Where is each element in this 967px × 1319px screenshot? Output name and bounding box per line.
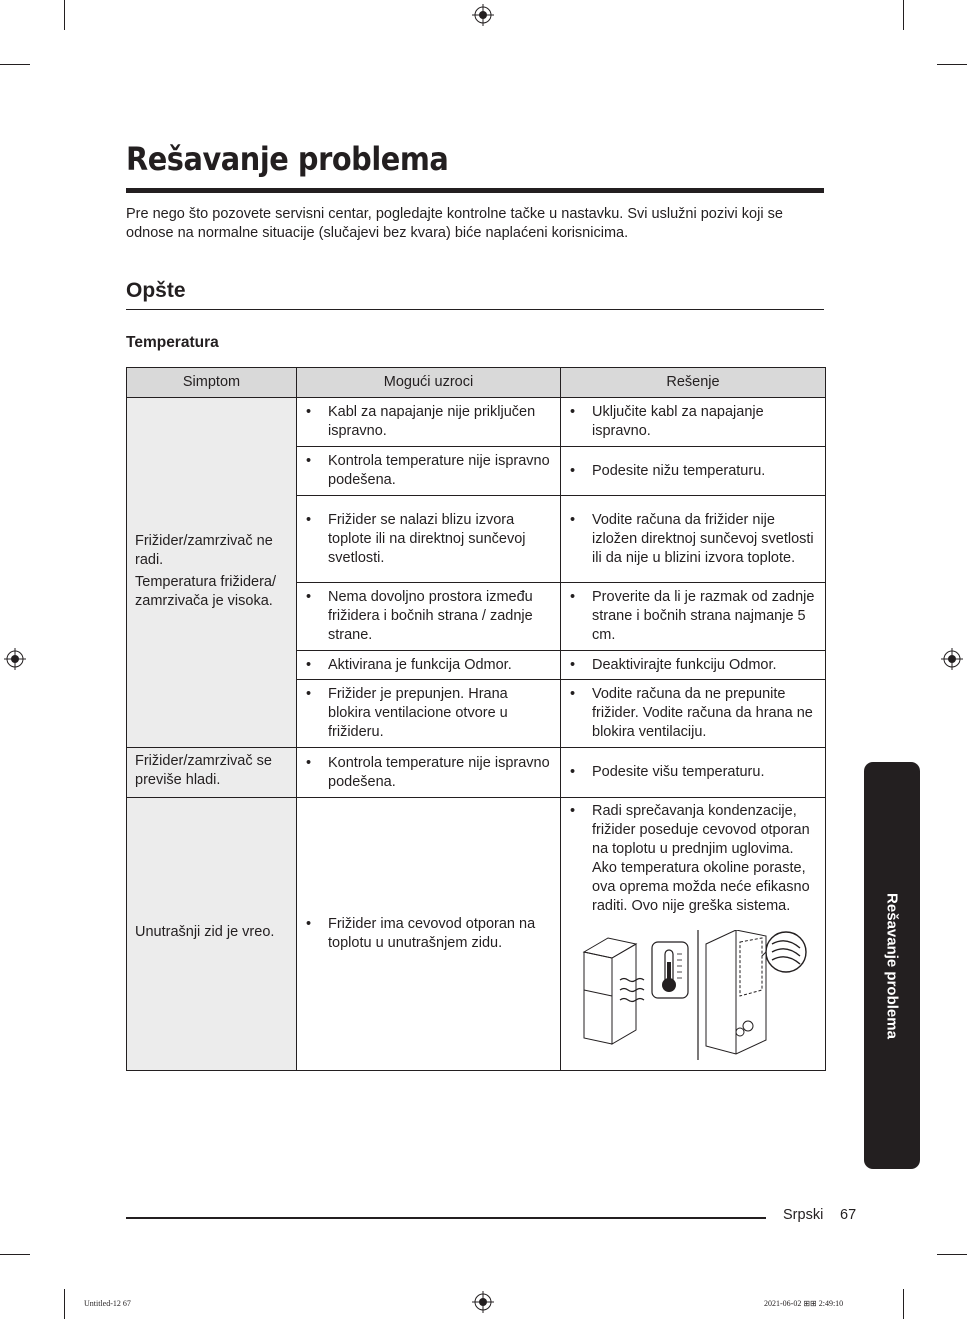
cause-cell: [297, 583, 561, 651]
symptom-text: Frižider/zamrzivač se previše hladi.: [135, 753, 272, 788]
solution-item: • Proverite da li je razmak od zadnje strane i bočnih strana najmanje 5 cm.: [570, 588, 817, 645]
symptom-text: Temperatura frižidera/ zamrzivača je visoka.: [135, 573, 277, 609]
crop-mark: [903, 0, 904, 30]
magnifier-icon: [762, 932, 806, 972]
symptom-cell: [127, 748, 297, 798]
page-number: 67: [840, 1207, 857, 1223]
cause-cell: [297, 798, 561, 1071]
section-divider: [126, 309, 824, 310]
cause-cell: [297, 447, 561, 496]
solution-item: • Radi sprečavanja kondenzacije, frižider poseduje cevovod otporan na toplotu u prednjim uglovima. Ako temperatura okoline poraste, ova oprema možda neće efikasno raditi. Ovo nije greška sistema.: [570, 802, 817, 916]
cause-item: • Kabl za napajanje nije priključen ispravno.: [306, 403, 552, 441]
table-row: [127, 798, 826, 1071]
crop-mark: [903, 1289, 904, 1319]
registration-mark-icon: [472, 1291, 494, 1313]
fridge-side-icon: [584, 938, 636, 1044]
troubleshooting-table: [126, 367, 826, 1071]
solution-item: • Podesite višu temperaturu.: [570, 763, 817, 782]
solution-cell: [561, 680, 826, 748]
solution-item: • Podesite nižu temperaturu.: [570, 462, 817, 481]
solution-item: • Uključite kabl za napajanje ispravno.: [570, 403, 817, 441]
table-header-row: [127, 368, 826, 398]
heat-pipe-illustration: [570, 930, 817, 1060]
cause-cell: [297, 398, 561, 447]
intro-text: Pre nego što pozovete servisni centar, pogledajte kontrolne tačke u nastavku. Svi uslužni pozivi koji se odnose na normalne situacije (slučajevi bez kvara) biće naplaćeni korisnicima.: [126, 206, 783, 241]
solution-cell: [561, 798, 826, 1071]
crop-mark: [0, 64, 30, 65]
cause-cell: [297, 651, 561, 680]
chapter-side-tab: [864, 762, 920, 1169]
solution-cell: [561, 651, 826, 680]
thermometer-icon: [652, 942, 688, 998]
print-slug-right: 2021-06-02 ⊞⊞ 2:49:10: [764, 1299, 844, 1308]
cause-item: • Aktivirana je funkcija Odmor.: [306, 656, 552, 675]
table-row: [127, 398, 826, 447]
symptom-text: Frižider/zamrzivač ne radi.: [135, 532, 273, 568]
crop-mark: [64, 1289, 65, 1319]
section-title: Opšte: [126, 279, 186, 302]
heat-wave-icon: [620, 979, 644, 1002]
crop-mark: [937, 64, 967, 65]
header-symptom: Simptom: [127, 368, 297, 398]
header-causes: Mogući uzroci: [297, 368, 561, 398]
footer-language: Srpski: [783, 1207, 824, 1223]
solution-cell: [561, 748, 826, 798]
print-slug-left: Untitled-12 67: [84, 1299, 131, 1308]
crop-mark: [937, 1254, 967, 1255]
symptom-text: Unutrašnji zid je vreo.: [135, 924, 275, 940]
solution-cell: [561, 583, 826, 651]
cause-item: • Frižider se nalazi blizu izvora toplote ili na direktnoj sunčevoj svetlosti.: [306, 511, 552, 568]
subsection-title: Temperatura: [126, 334, 219, 351]
solution-item: • Vodite računa da frižider nije izložen direktnoj sunčevoj svetlosti ili da nije u blizini izvora toplote.: [570, 511, 817, 568]
crop-mark: [64, 0, 65, 30]
table-row: [127, 748, 826, 798]
registration-mark-icon: [472, 4, 494, 26]
solution-cell: [561, 496, 826, 583]
cause-item: • Frižider je prepunjen. Hrana blokira ventilacione otvore u frižideru.: [306, 685, 552, 742]
solution-item: • Vodite računa da ne prepunite frižider. Vodite računa da hrana ne blokira ventilaciju.: [570, 685, 817, 742]
symptom-cell: [127, 398, 297, 748]
cause-cell: [297, 496, 561, 583]
title-underline: [126, 188, 824, 193]
open-fridge-icon: [706, 930, 766, 1054]
cause-item: • Frižider ima cevovod otporan na toplotu u unutrašnjem zidu.: [306, 915, 552, 953]
cause-item: • Nema dovoljno prostora između frižidera i bočnih strana / zadnje strane.: [306, 588, 552, 645]
cause-item: • Kontrola temperature nije ispravno podešena.: [306, 452, 552, 490]
solution-cell: [561, 447, 826, 496]
solution-cell: [561, 398, 826, 447]
side-tab-label: Rešavanje problema: [883, 892, 901, 1039]
cause-cell: [297, 680, 561, 748]
footer-rule: [126, 1217, 766, 1219]
fridge-heat-illustration: [576, 930, 816, 1060]
cause-cell: [297, 748, 561, 798]
registration-mark-icon: [941, 648, 963, 670]
page-title: Rešavanje problema: [126, 140, 449, 178]
cause-item: • Kontrola temperature nije ispravno podešena.: [306, 754, 552, 792]
solution-item: • Deaktivirajte funkciju Odmor.: [570, 656, 817, 675]
header-solution: Rešenje: [561, 368, 826, 398]
symptom-cell: [127, 798, 297, 1071]
crop-mark: [0, 1254, 30, 1255]
registration-mark-icon: [4, 648, 26, 670]
